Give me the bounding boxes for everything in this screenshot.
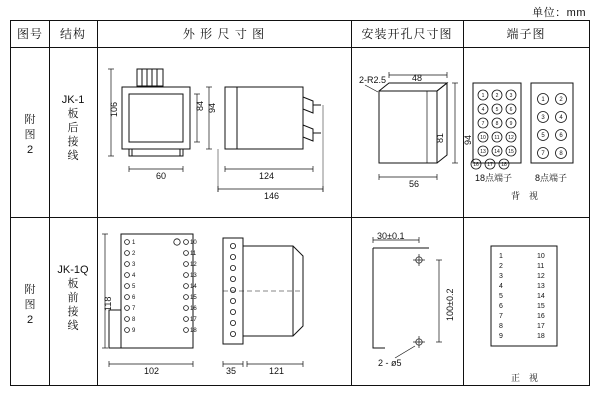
- svg-text:11: 11: [190, 251, 197, 257]
- svg-text:17: 17: [487, 162, 493, 168]
- row1-dim-56: 56: [409, 179, 420, 189]
- svg-text:3: 3: [132, 262, 136, 268]
- svg-text:13: 13: [480, 149, 486, 155]
- svg-text:15: 15: [537, 303, 545, 310]
- svg-text:6: 6: [559, 133, 563, 139]
- row1-terminal-view-caption: 背 视: [511, 191, 539, 201]
- svg-text:12: 12: [190, 262, 197, 268]
- svg-text:10: 10: [190, 240, 197, 246]
- svg-text:17: 17: [537, 323, 545, 330]
- svg-text:10: 10: [537, 253, 545, 260]
- svg-text:14: 14: [537, 293, 545, 300]
- row2-terminal-drawing: [463, 218, 589, 386]
- row1-dim-146: 146: [264, 191, 280, 201]
- svg-text:6: 6: [132, 295, 136, 301]
- row1-dim-81: 81: [435, 132, 445, 143]
- row1-cutout-drawing: [351, 47, 463, 217]
- header-terminal: 端子图: [506, 27, 546, 41]
- svg-text:16: 16: [190, 306, 197, 312]
- header-drawing-no: 图号: [16, 27, 43, 41]
- row1-structure-line3: 后: [67, 122, 79, 134]
- svg-text:12: 12: [508, 135, 514, 141]
- svg-text:3: 3: [499, 273, 503, 280]
- svg-text:17: 17: [190, 317, 197, 323]
- svg-text:5: 5: [132, 284, 136, 290]
- row2-dim-o5: 2 - ø5: [378, 358, 402, 368]
- row1-structure-line2: 板: [67, 108, 79, 120]
- spec-table: [10, 20, 590, 386]
- unit-note: 单位：mm: [532, 7, 586, 19]
- svg-text:7: 7: [499, 313, 503, 320]
- row1-dim-60: 60: [156, 171, 167, 181]
- row1-drawing-no-line3: 2: [26, 144, 34, 156]
- svg-text:4: 4: [559, 115, 563, 121]
- svg-text:7: 7: [481, 121, 485, 127]
- svg-text:2: 2: [499, 263, 503, 270]
- row1-terminal-left-caption: 18点端子: [475, 173, 513, 183]
- svg-text:1: 1: [481, 93, 485, 99]
- svg-text:5: 5: [495, 107, 499, 113]
- row1-structure-line1: JK-1: [61, 94, 85, 106]
- row2-dim-121: 121: [269, 366, 285, 376]
- row2-drawing-no-line1: 附: [24, 284, 36, 296]
- svg-text:13: 13: [537, 283, 545, 290]
- svg-text:11: 11: [537, 263, 545, 270]
- row1-dim-94: 94: [463, 134, 473, 145]
- svg-text:6: 6: [509, 107, 513, 113]
- row1-dim-r25: 2-R2.5: [359, 75, 387, 85]
- row2-structure: [55, 263, 91, 333]
- header-cutout: 安装开孔尺寸图: [361, 27, 453, 41]
- row1-dim-84: 84: [195, 100, 205, 111]
- svg-text:8: 8: [495, 121, 499, 127]
- svg-text:1: 1: [499, 253, 503, 260]
- svg-text:18: 18: [190, 328, 197, 334]
- row2-structure-line3: 前: [67, 292, 79, 304]
- row2-structure-line5: 线: [67, 320, 79, 332]
- svg-text:18: 18: [501, 162, 507, 168]
- row1-structure-line4: 接: [67, 136, 79, 148]
- row1-dim-124: 124: [259, 171, 275, 181]
- row1-terminal-right-caption: 8点端子: [535, 173, 568, 183]
- svg-text:2: 2: [495, 93, 499, 99]
- svg-text:8: 8: [559, 151, 563, 157]
- svg-text:2: 2: [132, 251, 136, 257]
- svg-text:16: 16: [537, 313, 545, 320]
- svg-text:3: 3: [509, 93, 513, 99]
- svg-text:4: 4: [499, 283, 503, 290]
- svg-text:7: 7: [132, 306, 136, 312]
- svg-text:2: 2: [559, 97, 563, 103]
- row2-structure-line2: 板: [67, 278, 79, 290]
- row1-drawing-no-line2: 图: [24, 129, 36, 141]
- svg-text:18: 18: [537, 333, 545, 340]
- svg-text:3: 3: [541, 115, 545, 121]
- row2-drawing-no-line3: 2: [26, 314, 34, 326]
- svg-text:5: 5: [499, 293, 503, 300]
- row1-dim-106: 106: [109, 101, 119, 117]
- row2-drawing-no: [22, 283, 38, 328]
- row2-terminal-view-caption: 正 视: [511, 373, 539, 383]
- svg-text:14: 14: [494, 149, 500, 155]
- svg-text:15: 15: [508, 149, 514, 155]
- svg-text:1: 1: [132, 240, 136, 246]
- row1-dim-94: 94: [207, 102, 217, 113]
- svg-text:4: 4: [132, 273, 136, 279]
- row2-dim-102: 102: [144, 366, 160, 376]
- row2-dim-118: 118: [103, 296, 113, 311]
- svg-text:6: 6: [499, 303, 503, 310]
- svg-text:8: 8: [499, 323, 503, 330]
- svg-text:7: 7: [541, 151, 545, 157]
- svg-text:4: 4: [481, 107, 485, 113]
- column-divider-1: [49, 21, 50, 385]
- row1-drawing-no-line1: 附: [24, 114, 36, 126]
- svg-text:12: 12: [537, 273, 545, 280]
- row2-structure-line1: JK-1Q: [57, 264, 89, 276]
- svg-text:10: 10: [480, 135, 486, 141]
- row1-drawing-no: [22, 113, 38, 158]
- row2-dim-30: 30±0.1: [377, 231, 405, 241]
- svg-text:9: 9: [132, 328, 136, 334]
- row1-structure: [57, 93, 89, 163]
- svg-text:13: 13: [190, 273, 197, 279]
- row2-dim-35: 35: [226, 366, 237, 376]
- header-structure: 结构: [59, 27, 86, 41]
- svg-text:14: 14: [190, 284, 197, 290]
- svg-text:8: 8: [132, 317, 136, 323]
- svg-text:1: 1: [541, 97, 545, 103]
- row1-dim-48: 48: [412, 73, 423, 83]
- svg-text:16: 16: [473, 162, 479, 168]
- svg-text:9: 9: [509, 121, 513, 127]
- svg-text:11: 11: [494, 135, 500, 141]
- svg-text:15: 15: [190, 295, 197, 301]
- row2-drawing-no-line2: 图: [24, 299, 36, 311]
- row1-structure-line5: 线: [67, 150, 79, 162]
- row2-outline-drawing: [97, 218, 357, 386]
- header-outline: 外 形 尺 寸 图: [182, 27, 266, 41]
- row2-dim-100: 100±0.2: [445, 288, 455, 321]
- row2-structure-line4: 接: [67, 306, 79, 318]
- svg-text:9: 9: [499, 333, 503, 340]
- svg-text:5: 5: [541, 133, 545, 139]
- row1-outline-drawing: [97, 47, 357, 217]
